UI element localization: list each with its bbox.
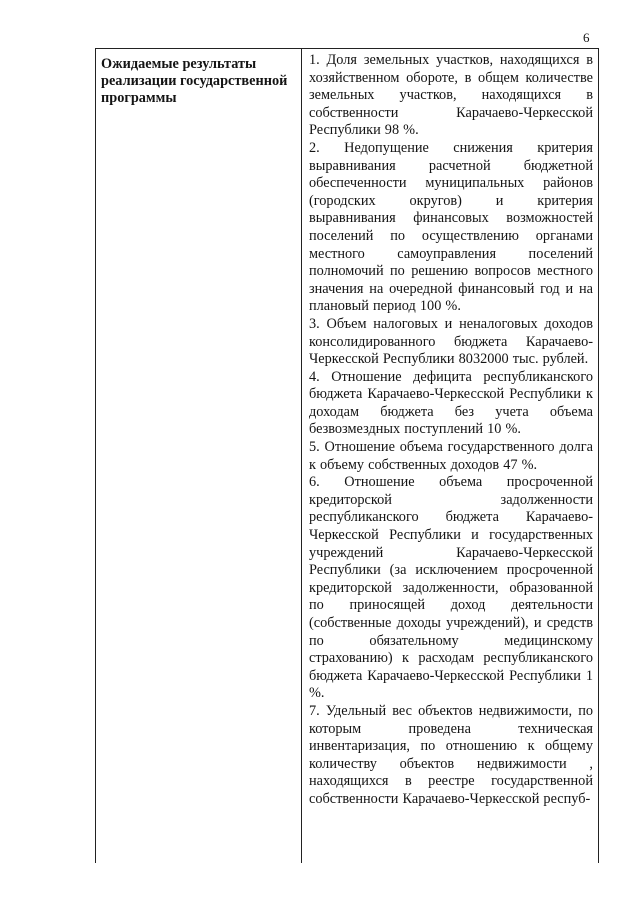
result-item: 5. Отношение объема государственного долга к объему собственных доходов 47 %. bbox=[309, 439, 593, 473]
result-item: 2. Недопущение снижения критерия выравнивания расчетной бюджетной обеспеченности муниципальных районов (городских округов) и критерия выравнивания финансовых возможностей поселений по осуществлению органами местного самоуправления поселений полномочий по решению вопросов местного значения на очередной финансовый год и на плановый период 100 %. bbox=[309, 139, 593, 315]
row-label: Ожидаемые результаты реализации государственной программы bbox=[101, 56, 288, 106]
program-results-table bbox=[95, 48, 599, 863]
page-number: 6 bbox=[583, 30, 590, 45]
row-label-cell bbox=[96, 49, 302, 863]
result-item: 4. Отношение дефицита республиканского бюджета Карачаево-Черкесской Республики к доходам бюджета без учета объема безвозмездных поступлений 10 %. bbox=[309, 368, 593, 438]
result-item: 7. Удельный вес объектов недвижимости, по которым проведена техническая инвентаризация, по отношению к общему количеству объектов недвижимости , находящихся в реестре государственной собственности Карачаево-Черкесской респуб- bbox=[309, 702, 593, 807]
result-item: 6. Отношение объема просроченной кредиторской задолженности республиканского бюджета Карачаево-Черкесской Республики и государственных учреждений Карачаево-Черкесской Республики (за исключением просроченной кредиторской задолженности, образованной по приносящей доход деятельности (собственные доходы учреждений), и средств по обязательному медицинскому страхованию) к расходам республиканского бюджета Карачаево-Черкесской Республики 1 %. bbox=[309, 474, 593, 702]
expected-results-cell bbox=[302, 49, 598, 863]
result-item: 1. Доля земельных участков, находящихся в хозяйственном обороте, в общем количестве земельных участков, находящихся в собственности Карачаево-Черкесской Республики 98 %. bbox=[309, 52, 593, 139]
result-item: 3. Объем налоговых и неналоговых доходов консолидированного бюджета Карачаево-Черкесской Республики 8032000 тыс. рублей. bbox=[309, 315, 593, 368]
